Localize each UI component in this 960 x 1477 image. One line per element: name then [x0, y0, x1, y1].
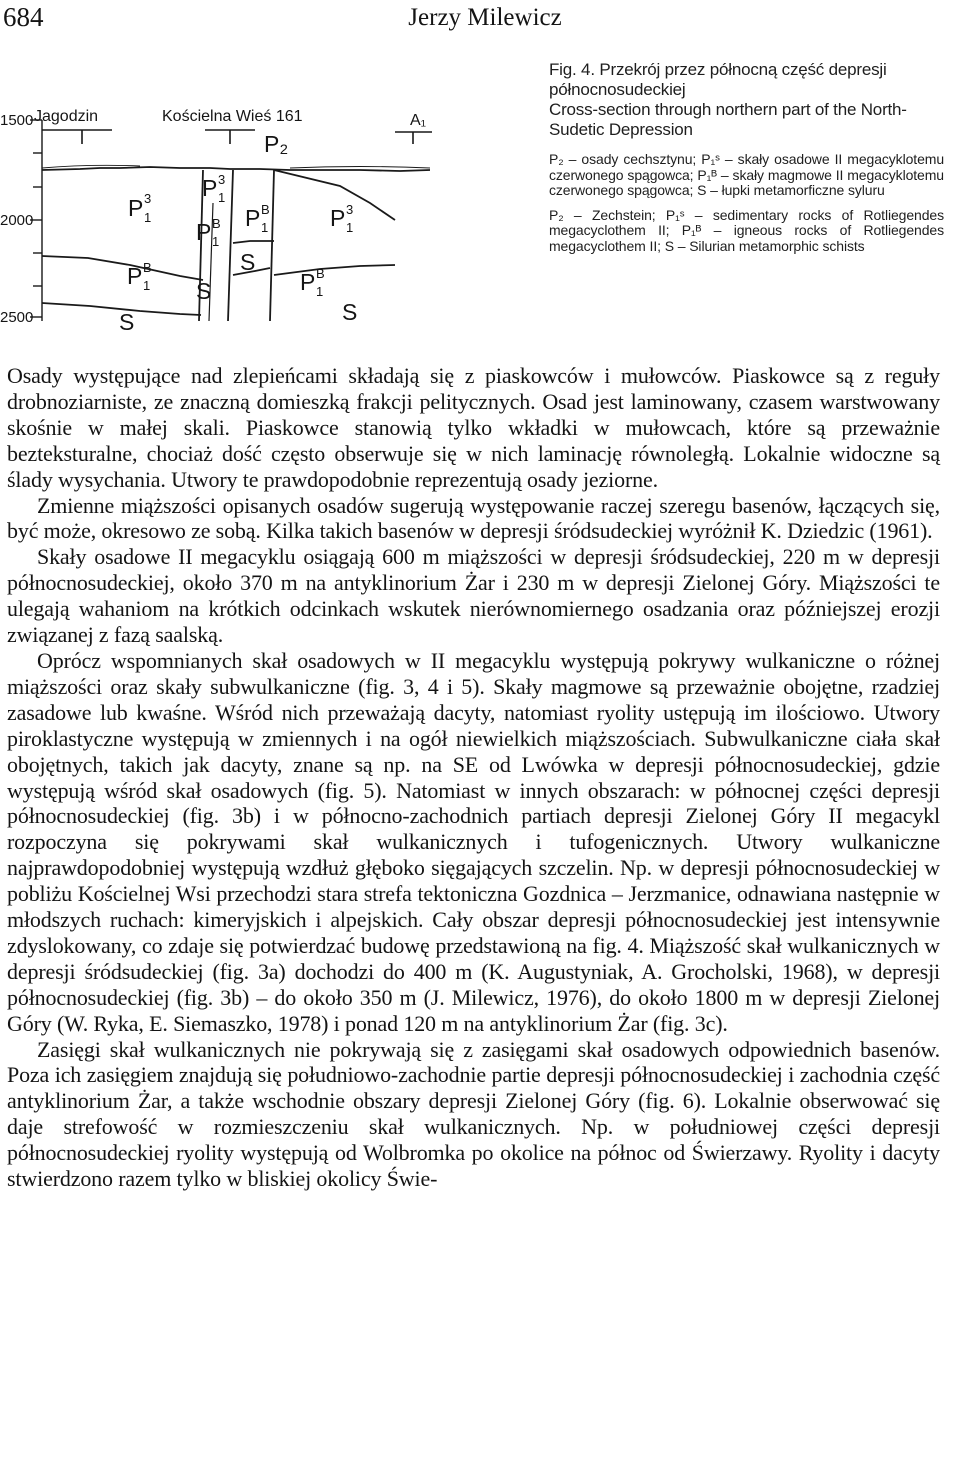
- label-p2: P₂: [264, 131, 289, 157]
- svg-text:P: P: [300, 269, 316, 295]
- svg-text:1: 1: [144, 210, 152, 225]
- paragraph-4: Oprócz wspomnianych skał osadowych w II megacyklu występują pokrywy wulkaniczne o różnej miąższości oraz skały subwulkaniczne (fig. 3, 4 i 5). Skały magmowe są przeważnie obojętne, rzadziej zasadowe lub kwaśne. Wśród nich przeważają dacyty, natomiast ryolity ustępują im ilościowo. Utwory piroklastyczne występują w zmiennych i na ogół niewielkich miąższościach. Subwulkaniczne ciała skał obojętnych, takich jak dacyty, znane są np. na SE od Lwówka w depresji północnosudeckiej, gdzie występują wśród skał osadowych (fig. 5). Natomiast w innych obszarach: w północnej części depresji północnosudeckiej (fig. 3b) i w północno-zachodnich partiach depresji Zielonej Góry II megacykl rozpoczyna się pokrywami skał wulkanicznych i tufogenicznych. Utwory wulkaniczne najprawdopodobniej występują wzdłuż głęboko sięgających szczelin. Np. w depresji północnosudeckiej w pobliżu Kościelnej Wsi przechodzi stara strefa tektoniczna Gozdnica – Jerzmanice, odnawiana następnie w młodszych ruchach: kimeryjskich i alpejskich. Cały obszar depresji północnosudeckiej jest intensywnie zdyslokowany, co zdaje się potwierdzać budowę przedstawioną na fig. 4. Miąższość skał wulkanicznych w depresji śródsudeckiej (fig. 3a) dochodzi do 400 m (K. Augustyniak, A. Grocholski, 1968), w depresji północnosudeckiej (fig. 3b) – do około 350 m (J. Milewicz, 1976), do około 1800 m w depresji Zielonej Góry (W. Ryka, E. Siemaszko, 1978) i ponad 120 m na antyklinorium Żar (fig. 3c).: [7, 647, 940, 1036]
- svg-text:P: P: [330, 205, 346, 231]
- svg-text:1: 1: [261, 220, 269, 235]
- label-s-center: S: [196, 278, 212, 304]
- svg-text:1: 1: [218, 190, 226, 205]
- depth-label-1500: 1500: [0, 112, 34, 129]
- label-s-west: S: [119, 309, 135, 335]
- svg-text:3: 3: [218, 172, 226, 187]
- figure-caption: [549, 60, 944, 254]
- label-p1-ign-center-left: [196, 216, 221, 249]
- paragraph-5: Zasięgi skał wulkanicznych nie pokrywają się z zasięgami skał osadowych odpowiednich basenów. Poza ich zasięgiem znajdują się południowo-zachodnie partie depresji północnosudeckiej i zachodnia część antyklinorium Żar, a także wschodnie obszary depresji Zielonej Góry (fig. 6). Lokalnie obserwować się daje strefowość w rozmieszczeniu skał wulkanicznych. Np. w południowej części depresji północnosudeckiej ryolity występują od Wolbromka po okolice na północ od Świerzawy. Ryolity i dacyty stwierdzono razem tylko w bliskiej okolicy Świe-: [7, 1036, 940, 1192]
- locality-a1: A₁: [410, 112, 427, 129]
- locality-koscielna-wies: Kościelna Wieś 161: [162, 108, 303, 125]
- svg-text:P: P: [196, 219, 212, 245]
- depth-label-2000: 2000: [0, 212, 34, 229]
- svg-text:1: 1: [316, 284, 324, 299]
- caption-polish: Fig. 4. Przekrój przez północną część depresji północnosudeckiej: [549, 60, 887, 99]
- caption-english: Cross-section through northern part of the North-Sudetic Depression: [549, 100, 907, 139]
- svg-text:B: B: [316, 266, 325, 281]
- label-p1-sed-west: [128, 191, 151, 225]
- svg-text:P: P: [127, 263, 143, 289]
- svg-text:B: B: [143, 260, 152, 275]
- page-number: 684: [3, 2, 44, 32]
- paragraph-2: Zmienne miąższości opisanych osadów sugerują występowanie raczej szeregu basenów, łączących się, być może, okresowo ze sobą. Kilka takich basenów w depresji śródsudeckiej wyróżnił K. Dziedzic (1961).: [7, 492, 940, 544]
- svg-text:B: B: [261, 202, 270, 217]
- svg-text:3: 3: [346, 202, 354, 217]
- svg-text:3: 3: [144, 191, 152, 206]
- section-lines: [42, 165, 430, 321]
- paragraph-3: Skały osadowe II megacyklu osiągają 600 m miąższości w depresji śródsudeckiej, 220 m w depresji północnosudeckiej, około 370 m na antyklinorium Żar i 230 m w depresji Zielonej Góry. Miąższości te ulegają wahaniom na krótkich odcinkach wskutek nierównomiernego osadzania oraz późniejszej erozji związanej z fazą saalską.: [7, 544, 940, 648]
- body-text: [7, 363, 940, 1192]
- label-p1-ign-center-right: [245, 202, 270, 235]
- well-markers: [42, 130, 432, 144]
- label-p1-sed-center: [202, 172, 225, 205]
- svg-text:P: P: [128, 195, 144, 221]
- legend-polish: P₂ – osady cechsztynu; P₁ˢ – skały osadowe II megacyklotemu czerwonego spągowca; P₁ᴮ – skały magmowe II megacyklotemu czerwonego spągowca; S – łupki metamorficzne syluru: [549, 151, 944, 198]
- unit-labels: [119, 131, 357, 335]
- legend-english: P₂ – Zechstein; P₁ˢ – sedimentary rocks of Rotliegendes megacyclothem II; P₁ᴮ – igneous rocks of Rotliegendes megacyclothem II; S – Silurian metamorphic schists: [549, 206, 944, 254]
- locality-jagodzin: Jagodzin: [34, 108, 99, 125]
- svg-text:1: 1: [346, 220, 354, 235]
- paragraph-1: Osady występujące nad zlepieńcami składają się z piaskowców i mułowców. Piaskowce są z reguły drobnoziarniste, ze znaczną domieszką frakcji pelitycznych. Osad jest laminowany, czasem warstwowany skośnie w małej skali. Piaskowce stanowią tylko wkładki w mułowcach, które są przeważnie bezteksturalne, chociaż dość często obserwuje się w nich laminację równoległą. Lokalnie widoczne są ślady wysychania. Utwory te prawdopodobnie reprezentują osady jeziorne.: [7, 363, 940, 492]
- label-s-east: S: [342, 299, 358, 325]
- label-p1-ign-west: [127, 260, 152, 293]
- svg-text:1: 1: [143, 278, 151, 293]
- cross-section-figure: [0, 108, 545, 343]
- label-p1-ign-east: [300, 266, 325, 299]
- running-head-author: Jerzy Milewicz: [408, 4, 562, 31]
- page-header: [0, 0, 960, 38]
- label-s-center-upper: S: [240, 249, 256, 275]
- label-p1-sed-east: [330, 202, 353, 235]
- depth-label-2500: 2500: [0, 309, 34, 326]
- svg-text:P: P: [202, 175, 218, 201]
- svg-text:B: B: [212, 216, 221, 231]
- svg-text:P: P: [245, 205, 261, 231]
- svg-text:1: 1: [212, 234, 220, 249]
